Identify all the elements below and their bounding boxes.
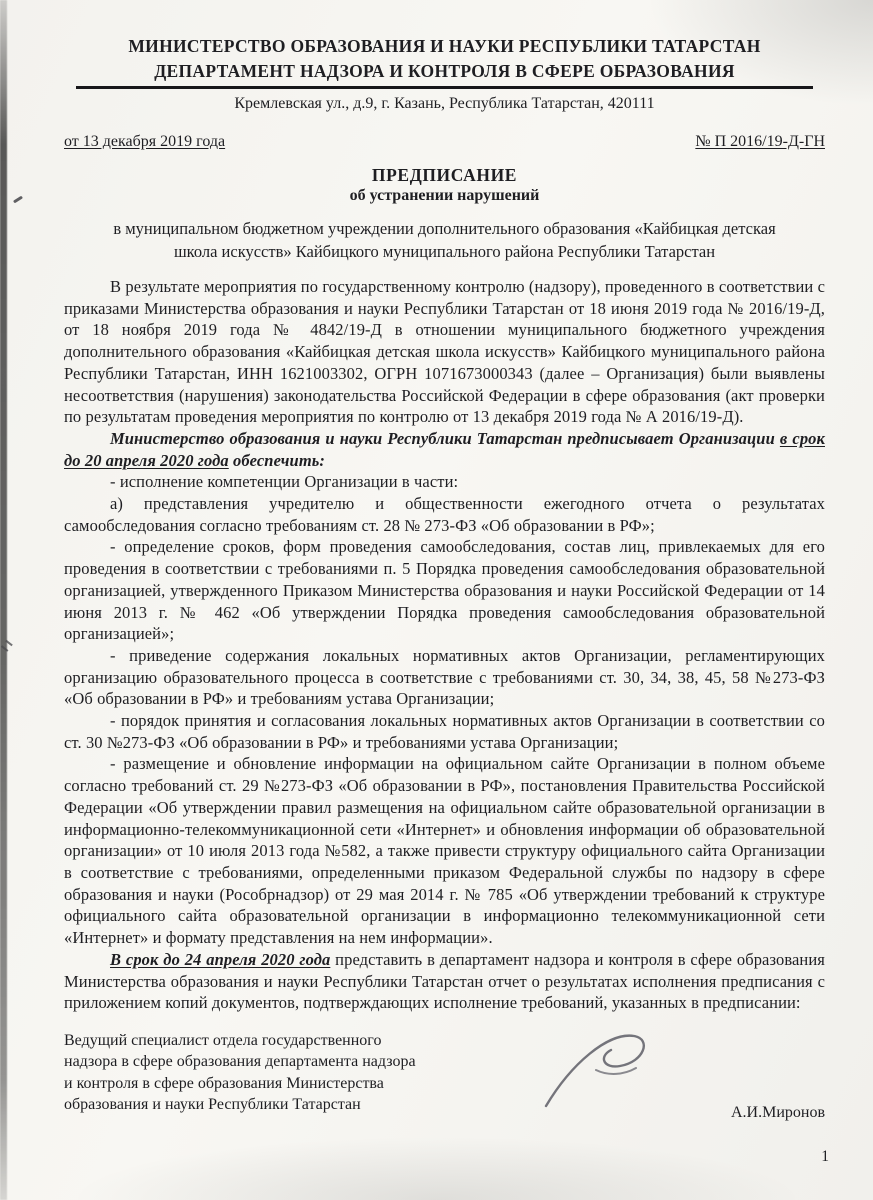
header-rule bbox=[76, 86, 813, 89]
document-title: ПРЕДПИСАНИЕ bbox=[371, 165, 518, 185]
order-lead: Министерство образования и науки Республики Татарстан предписывает Организации bbox=[110, 428, 780, 448]
list-item: - порядок принятия и согласования локальных нормативных актов Организации в соответствии со ст. 30 №273-ФЗ «Об образовании в РФ» и требованиями устава Организации; bbox=[64, 711, 825, 752]
list-item: а) представления учредителю и общественности ежегодного отчета о результатах самообследования согласно требованиям ст. 28 № 273-ФЗ «Об образовании в РФ»; bbox=[64, 494, 825, 535]
header-line1: МИНИСТЕРСТВО ОБРАЗОВАНИЯ И НАУКИ РЕСПУБЛИКИ ТАТАРСТАН bbox=[128, 36, 761, 56]
final-tail: представить в департамент надзора и контроля в сфере образования Министерства образования и науки Республики Татарстан отчет о результатах исполнения предписания с приложением копий документов, подтверждающих исполнение требований, указанных в предписании: bbox=[64, 949, 825, 1013]
header-address: Кремлевская ул., д.9, г. Казань, Республика Татарстан, 420111 bbox=[234, 95, 655, 112]
handwritten-signature bbox=[516, 1024, 676, 1124]
paragraph-intro: В результате мероприятия по государственному контролю (надзору), проведенного в соответствии с приказами Министерства образования и науки Республики Татарстан от 18 июня 2019 года № 2016/19-Д, от 18 ноября 2019 года № 4842/19-Д в отношении муниципального бюджетного учреждения дополнительного образования «Кайбицкая детская школа искусств» Кайбицкого муниципального района Республики Татарстан, ИНН 1621003302, ОГРН 1071673000343 (далее – Организация) были выявлены несоответствия (нарушения) законодательства Российской Федерации в сфере образования (акт проверки по результатам проведения мероприятия по контролю от 13 декабря 2019 года № А 2016/19-Д). bbox=[64, 277, 825, 427]
signatory-position-line: и контроля в сфере образования Министерства bbox=[64, 1074, 384, 1092]
document-date: от 13 декабря 2019 года bbox=[64, 133, 226, 150]
organization-name: в муниципальном бюджетном учреждении дополнительного образования «Кайбицкая детская школа искусств» Кайбицкого муниципального района Республики Татарстан bbox=[113, 219, 776, 261]
list-item: - приведение содержания локальных нормативных актов Организации, регламентирующих организацию образовательного процесса в соответствие с требованиями ст. 30, 34, 38, 45, 58 №273-ФЗ «Об образовании в РФ» и требованиям устава Организации; bbox=[64, 645, 825, 709]
document-number: № П 2016/19-Д-ГН bbox=[695, 133, 825, 150]
paragraph-order bbox=[64, 428, 825, 471]
meta-row bbox=[64, 133, 825, 151]
signatory-position-line: образования и науки Республики Татарстан bbox=[64, 1096, 361, 1114]
list-item: - размещение и обновление информации на официальном сайте Организации в полном объеме согласно требований ст. 29 №273-ФЗ «Об образовании в РФ», постановления Правительства Российской Федерации «Об утверждении правил размещения на официальном сайте образовательной организации в информационно-телекоммуникационной сети «Интернет» и обновления информации об образовательной организации» от 10 июля 2013 года №582, а также привести структуру официального сайта Организации в соответствие с требованиями, определенными приказом Федеральной службы по надзору в сфере образования и науки (Рособрнадзор) от 29 мая 2014 г. № 785 «Об утверждении требований к структуре официального сайта образовательной организации в информационно телекоммуникационной сети «Интернет» и формату представления на нем информации». bbox=[64, 754, 825, 948]
signatory-position-line: надзора в сфере образования департамента надзора bbox=[64, 1053, 416, 1071]
list-item: - исполнение компетенции Организации в части: bbox=[110, 472, 459, 492]
signatory-position bbox=[64, 1030, 534, 1116]
final-deadline: В срок до 24 апреля 2020 года bbox=[110, 949, 331, 969]
order-tail: обеспечить: bbox=[228, 450, 325, 470]
signature-block bbox=[64, 1030, 825, 1150]
document-subtitle: об устранении нарушений bbox=[349, 187, 540, 204]
document-body bbox=[64, 276, 825, 1014]
signatory-name: А.И.Миронов bbox=[730, 1103, 825, 1121]
paragraph-final bbox=[64, 949, 825, 1014]
document-header bbox=[64, 36, 825, 113]
order-deadline: в срок до 20 апреля 2020 года bbox=[64, 428, 825, 470]
signatory-position-line: Ведущий специалист отдела государственного bbox=[64, 1031, 382, 1049]
header-line2: ДЕПАРТАМЕНТ НАДЗОРА И КОНТРОЛЯ В СФЕРЕ ОБРАЗОВАНИЯ bbox=[154, 61, 735, 81]
scan-edge-shadow bbox=[0, 0, 7, 1200]
list-item: - определение сроков, форм проведения самообследования, состав лиц, привлекаемых для его проведения в соответствии с требованиями п. 5 Порядка проведения самообследования образовательной организацией, утвержденного Приказом Министерства образования и науки Российской Федерации от 14 июня 2013 г. № 462 «Об утверждении Порядка проведения самообследования образовательной организацией»; bbox=[64, 537, 825, 644]
scan-mark bbox=[13, 196, 23, 204]
page-number: 1 bbox=[821, 1148, 829, 1165]
